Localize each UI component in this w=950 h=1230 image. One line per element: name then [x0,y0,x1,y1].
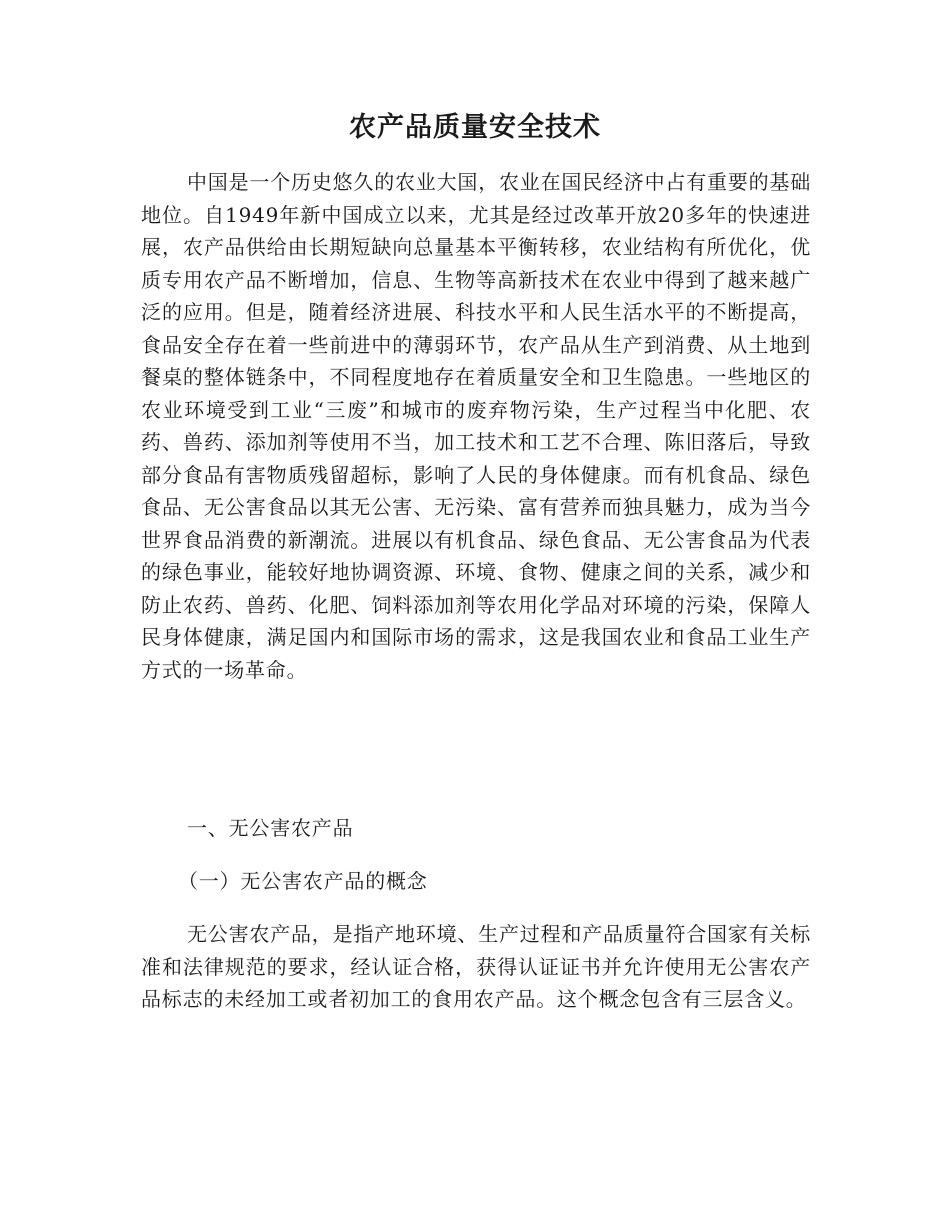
definition-paragraph: 无公害农产品，是指产地环境、生产过程和产品质量符合国家有关标准和法律规范的要求，经认证合格，获得认证证书并允许使用无公害农产品标志的未经加工或者初加工的食用农产品。这个概念包含有三层含义。 [141,922,811,1011]
document-title: 农产品质量安全技术 [349,112,601,143]
subsection-heading: （一）无公害农产品的概念 [178,869,428,893]
intro-paragraph: 中国是一个历史悠久的农业大国，农业在国民经济中占有重要的基础地位。自1949年新中国成立以来，尤其是经过改革开放20多年的快速进展，农产品供给由长期短缺向总量基本平衡转移，农业结构有所优化，优质专用农产品不断增加，信息、生物等高新技术在农业中得到了越来越广泛的应用。但是，随着经济进展、科技水平和人民生活水平的不断提高，食品安全存在着一些前进中的薄弱环节，农产品从生产到消费、从土地到餐桌的整体链条中，不同程度地存在着质量安全和卫生隐患。一些地区的农业环境受到工业“三废”和城市的废弃物污染，生产过程当中化肥、农药、兽药、添加剂等使用不当，加工技术和工艺不合理、陈旧落后，导致部分食品有害物质残留超标，影响了人民的身体健康。而有机食品、绿色食品、无公害食品以其无公害、无污染、富有营养而独具魅力，成为当今世界食品消费的新潮流。进展以有机食品、绿色食品、无公害食品为代表的绿色事业，能较好地协调资源、环境、食物、健康之间的关系，减少和防止农药、兽药、化肥、饲料添加剂等农用化学品对环境的污染，保障人民身体健康，满足国内和国际市场的需求，这是我国农业和食品工业生产方式的一场革命。 [141,170,811,682]
section-heading: 一、无公害农产品 [187,816,354,840]
